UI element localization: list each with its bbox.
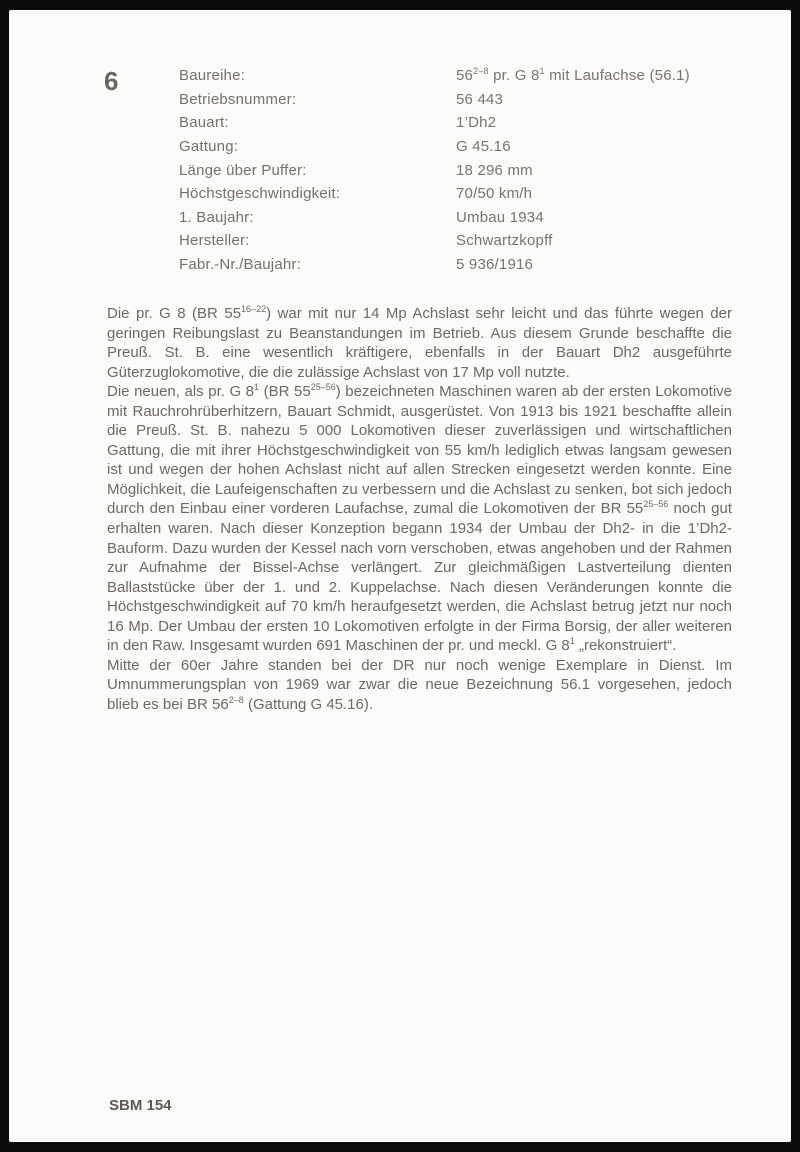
superscript: 1: [539, 66, 545, 77]
spec-value: [456, 162, 533, 179]
superscript: 2–8: [228, 694, 244, 705]
text-segment: 5 936/1916: [456, 256, 534, 274]
text-segment: 1’Dh2: [456, 114, 497, 132]
text-segment: pr. G 8: [488, 67, 540, 85]
spec-label: Fabr.-Nr./Baujahr:: [179, 256, 301, 274]
text-segment: Umbau 1934: [456, 208, 544, 226]
spec-value: [456, 185, 532, 202]
superscript: 1: [254, 382, 260, 393]
text-segment: noch gut erhalten waren. Nach dieser Konzeption begann 1934 der Umbau der Dh2- in die 1’Dh2-Bauform. Dazu wurden der Kessel nach vorn verschoben, etwas angehoben und der Rahmen zur Aufnahme der Bissel-Achse verlängert. Zur gleichmäßigen Lastverteilung dienten Ballaststücke über der 1. und 2. Kuppelachse. Nach diesen Veränderungen konnte die Höchstgeschwindigkeit auf 70 km/h heraufgesetzt werden, die Achslast betrug jetzt nur noch 16 Mp. Der Umbau der ersten 10 Lokomotiven erfolgte in der Firma Borsig, der aller weiteren in den Raw. Insgesamt wurden 691 Maschinen der pr. und meckl. G 8: [107, 500, 732, 655]
spec-label: Höchstgeschwindigkeit:: [179, 185, 341, 203]
superscript: 16–22: [241, 304, 267, 314]
spec-label: Bauart:: [179, 114, 229, 132]
text-segment: ) bezeichneten Maschinen waren ab der ersten Lokomotive mit Rauchrohrüberhitzern, Bauart Schmidt, ausgerüstet. Von 1913 bis 1921 beschaffte allein die Preuß. St. B. nahezu 5 000 Lokomotiven dieser zuverlässigen und wirtschaftlichen Gattung, die mit ihrer Höchstgeschwindigkeit von 55 km/h lediglich etwas langsam gewesen ist und wegen der hohen Achslast nicht auf allen Strecken eingesetzt werden konnte. Eine Möglichkeit, die Laufeigenschaften zu verbessern und die Achslast zu senken, bot sich jedoch durch den Einbau einer vorderen Laufachse, zumal die Lokomotiven der BR 55: [107, 383, 732, 518]
spec-table: [179, 64, 739, 276]
spec-row: [179, 88, 739, 112]
spec-value: [456, 67, 690, 84]
text-segment: Die pr. G 8 (BR 55: [107, 305, 242, 322]
text-segment: 56: [456, 67, 474, 85]
superscript: 1: [569, 636, 575, 647]
text-segment: (Gattung G 45.16).: [243, 695, 374, 713]
superscript: 25–56: [643, 499, 669, 510]
body-text: [107, 304, 732, 714]
spec-row: [179, 111, 739, 135]
superscript: 25–56: [310, 382, 336, 393]
spec-row: [179, 206, 739, 230]
spec-row: [179, 158, 739, 182]
spec-label: 1. Baujahr:: [179, 208, 254, 226]
spec-value: [456, 91, 503, 108]
spec-row: [179, 253, 739, 277]
spec-value: [456, 138, 511, 155]
spec-value: [456, 256, 533, 273]
spec-label: Baureihe:: [179, 67, 246, 85]
spec-row: [179, 64, 739, 88]
superscript: 2–8: [473, 66, 489, 77]
footer-code: SBM 154: [109, 1097, 172, 1114]
spec-value: [456, 209, 544, 226]
text-segment: (BR 55: [259, 383, 311, 401]
spec-label: Betriebsnummer:: [179, 90, 297, 108]
text-segment: 18 296 mm: [456, 161, 533, 179]
spec-value: [456, 232, 553, 249]
text-segment: 70/50 km/h: [456, 185, 533, 203]
text-segment: ) war mit nur 14 Mp Achslast sehr leicht und das führte wegen der geringen Reibungslast zu Beanstandungen im Betrieb. Aus diesem Grunde beschaffte die Preuß. St. B. eine wesentlich kräftigere, ebenfalls in der Bauart Dh2 ausgeführte Güterzuglokomotive, die die zulässige Achslast von 17 Mp voll nutzte.: [107, 305, 732, 381]
text-segment: G 45.16: [456, 138, 511, 156]
text-segment: Mitte der 60er Jahre standen bei der DR nur noch wenige Exemplare in Dienst. Im Umnummerungsplan von 1969 war zwar die neue Bezeichnung 56.1 vorgesehen, jedoch blieb es bei BR 56: [107, 656, 732, 713]
spec-row: [179, 229, 739, 253]
spec-label: Hersteller:: [179, 232, 250, 250]
document-card: [9, 10, 791, 1142]
spec-row: [179, 182, 739, 206]
text-segment: mit Laufachse (56.1): [544, 67, 690, 85]
spec-label: Länge über Puffer:: [179, 161, 307, 179]
text-segment: 56 443: [456, 90, 504, 108]
spec-value: [456, 114, 496, 131]
text-segment: Die neuen, als pr. G 8: [107, 383, 255, 401]
text-segment: „rekonstruiert“.: [574, 637, 677, 655]
page-number: 6: [104, 66, 119, 96]
spec-row: [179, 135, 739, 159]
text-segment: Schwartzkopff: [456, 232, 553, 250]
spec-label: Gattung:: [179, 138, 239, 156]
